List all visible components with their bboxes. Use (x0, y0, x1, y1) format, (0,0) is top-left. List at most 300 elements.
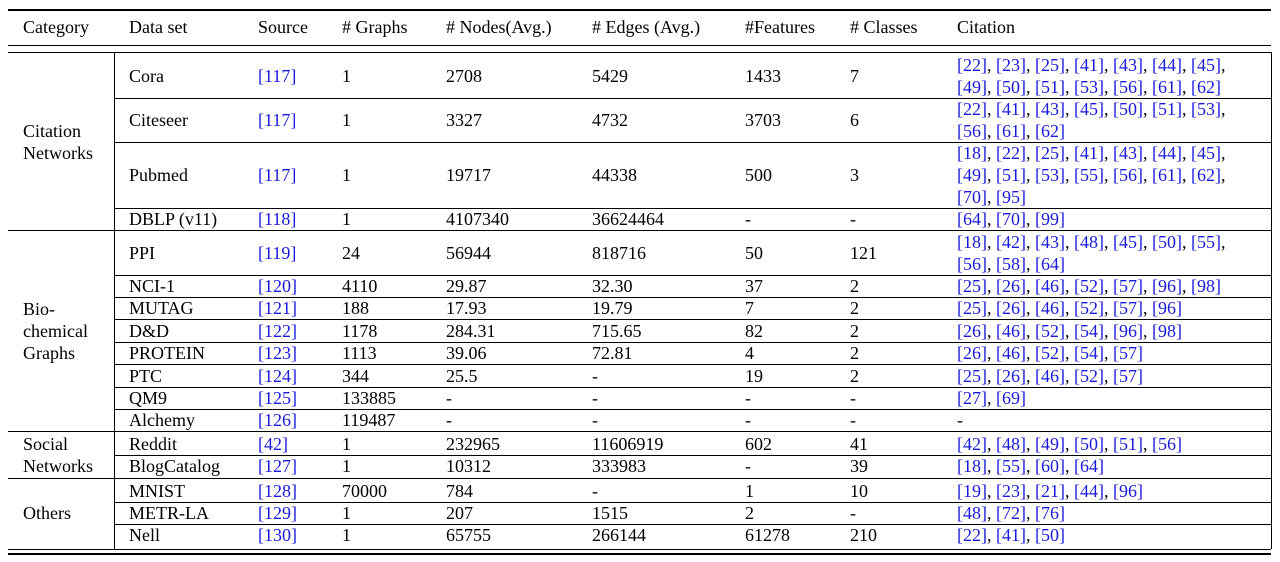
citation-ref[interactable]: 19 (963, 480, 981, 501)
citation-ref[interactable]: 52 (1080, 276, 1098, 296)
citation-separator: , (1143, 55, 1152, 75)
citation-separator: , (987, 456, 996, 476)
citation-separator: , (987, 388, 996, 408)
citation-ref[interactable]: 96 (1158, 298, 1176, 318)
citation-ref[interactable]: 18 (963, 143, 981, 163)
citation-ref[interactable]: 23 (1002, 55, 1020, 75)
citation-bracket: ] (981, 434, 987, 454)
classes-count: 3 (850, 165, 859, 185)
citation-ref[interactable]: 18 (963, 456, 981, 476)
source-ref[interactable] (258, 409, 297, 431)
citation-bracket: ] (1215, 55, 1221, 75)
citation-bracket: [ (1035, 434, 1041, 454)
citation-separator: , (1104, 231, 1113, 252)
citation-separator: , (1026, 165, 1035, 185)
citation-line (957, 320, 1182, 342)
citation-bracket: ] (1020, 365, 1026, 386)
citation-ref[interactable]: 57 (1119, 343, 1137, 363)
citation-ref[interactable]: 43 (1041, 231, 1059, 252)
citation-bracket: ] (1137, 99, 1143, 119)
citation-ref[interactable]: 27 (963, 388, 981, 408)
citation-ref[interactable]: 57 (1119, 276, 1137, 296)
citation-ref[interactable]: 41 (1080, 55, 1098, 75)
citation-bracket: [ (1035, 165, 1041, 185)
citation-ref[interactable]: 64 (963, 209, 981, 229)
citation-ref[interactable]: 61 (1158, 165, 1176, 185)
graphs-count: 70000 (342, 480, 387, 501)
citation-bracket: [ (996, 365, 1002, 386)
citation-bracket: ] (981, 187, 987, 207)
citation-bracket: [ (957, 365, 963, 386)
citation-ref[interactable]: 56 (1119, 77, 1137, 97)
citation-ref[interactable]: 44 (1158, 55, 1176, 75)
citation-bracket: [ (1074, 276, 1080, 296)
citation-separator: , (987, 143, 996, 163)
citation-ref[interactable]: 43 (1041, 99, 1059, 119)
citation-ref[interactable]: 52 (1080, 298, 1098, 318)
citation-ref[interactable]: 46 (1041, 276, 1059, 296)
citation-bracket: [ (1035, 503, 1041, 523)
citation-ref[interactable]: 49 (1041, 434, 1059, 454)
citation-ref[interactable]: 56 (1158, 434, 1176, 454)
category-label: Citation (23, 121, 81, 141)
source-ref[interactable] (258, 387, 297, 409)
citation-separator: , (987, 343, 996, 363)
citation-ref[interactable]: 46 (1041, 298, 1059, 318)
citation-ref[interactable]: 49 (963, 77, 981, 97)
source-bracket: ] (290, 242, 297, 263)
citation-ref[interactable]: 70 (1002, 209, 1020, 229)
citation-line (957, 297, 1182, 319)
citation-bracket: ] (1176, 320, 1182, 341)
citation-bracket: ] (1137, 143, 1143, 163)
citation-separator: , (1143, 143, 1152, 163)
features-count: - (745, 410, 751, 430)
source-ref[interactable] (258, 164, 296, 186)
citation-bracket: [ (957, 231, 963, 252)
citation-bracket: [ (1074, 456, 1080, 476)
citation-bracket: [ (1074, 320, 1080, 341)
source-number[interactable]: 117 (264, 110, 291, 130)
edges-avg: 11606919 (592, 434, 664, 454)
nodes-avg: 17.93 (446, 298, 487, 318)
top-rule (8, 9, 1271, 11)
citation-bracket: ] (1059, 298, 1065, 318)
citation-bracket: ] (1176, 165, 1182, 185)
citation-separator: , (1065, 343, 1074, 363)
citation-bracket: [ (1074, 365, 1080, 386)
citation-bracket: ] (1059, 525, 1065, 545)
citation-ref[interactable]: 64 (1080, 456, 1098, 476)
citation-bracket: [ (1035, 121, 1041, 141)
citation-ref[interactable]: 56 (963, 121, 981, 141)
citation-separator: , (987, 525, 996, 545)
citation-ref[interactable]: 43 (1119, 143, 1137, 163)
citation-bracket: [ (1035, 231, 1041, 252)
citation-bracket: [ (1074, 298, 1080, 318)
citation-bracket: [ (1074, 99, 1080, 119)
citation-ref[interactable]: 70 (963, 187, 981, 207)
citation-ref[interactable]: 51 (1002, 165, 1020, 185)
graphs-count: 1 (342, 165, 351, 185)
graphs-count: 1 (342, 66, 351, 86)
citation-separator: , (987, 99, 996, 119)
source-number[interactable]: 117 (264, 165, 291, 185)
citation-bracket: [ (1035, 320, 1041, 341)
source-ref[interactable] (258, 502, 297, 524)
source-ref[interactable] (258, 275, 297, 297)
source-bracket: ] (282, 434, 288, 454)
citation-separator: , (1026, 343, 1035, 363)
source-bracket: [ (258, 66, 264, 86)
citation-separator: , (1104, 434, 1113, 454)
citation-bracket: ] (1020, 77, 1026, 97)
citation-bracket: [ (957, 209, 963, 229)
citation-ref[interactable]: 56 (963, 253, 981, 274)
citation-bracket: ] (981, 55, 987, 75)
citation-ref[interactable]: 96 (1119, 320, 1137, 341)
dataset-name: MUTAG (129, 298, 194, 318)
citation-ref[interactable]: 26 (1002, 276, 1020, 296)
citation-bracket: [ (1191, 165, 1197, 185)
citation-bracket: ] (1176, 55, 1182, 75)
source-ref[interactable] (258, 524, 297, 546)
citation-ref[interactable]: 41 (1002, 99, 1020, 119)
edges-avg: 19.79 (592, 298, 633, 318)
citation-bracket: ] (1020, 434, 1026, 454)
citation-bracket: ] (1098, 320, 1104, 341)
citation-ref[interactable]: 18 (963, 231, 981, 252)
citation-bracket: ] (1215, 143, 1221, 163)
graphs-count: 4110 (342, 276, 378, 296)
citation-ref[interactable]: 44 (1080, 480, 1098, 501)
citation-ref[interactable]: 21 (1041, 480, 1059, 501)
edges-avg: 266144 (592, 525, 646, 545)
nodes-avg: 10312 (446, 456, 491, 476)
citation-line (957, 480, 1143, 502)
citation-ref[interactable]: 51 (1158, 99, 1176, 119)
citation-separator: , (987, 298, 996, 318)
citation-ref[interactable]: 26 (963, 320, 981, 341)
citation-ref[interactable]: 96 (1158, 276, 1176, 296)
source-number[interactable]: 127 (264, 456, 291, 476)
citation-ref[interactable]: 51 (1119, 434, 1137, 454)
features-count: 37 (745, 276, 763, 296)
citation-ref[interactable]: 54 (1080, 343, 1098, 363)
edges-avg: 818716 (592, 242, 646, 263)
citation-ref[interactable]: 62 (1041, 121, 1059, 141)
source-number[interactable]: 120 (264, 276, 291, 296)
citation-ref[interactable]: 25 (1041, 55, 1059, 75)
citation-ref[interactable]: 52 (1080, 365, 1098, 386)
citation-separator: , (1182, 77, 1191, 97)
source-ref[interactable] (258, 455, 297, 477)
citation-ref[interactable]: 49 (963, 165, 981, 185)
citation-ref[interactable]: 64 (1041, 253, 1059, 274)
citation-bracket: ] (1215, 231, 1221, 252)
citation-bracket: ] (1020, 343, 1026, 363)
edges-avg: 72.81 (592, 343, 633, 363)
header-cell: # Nodes(Avg.) (446, 17, 552, 37)
bottom-rule (8, 549, 1271, 550)
citation-separator: , (1221, 231, 1226, 252)
citation-ref[interactable]: 46 (1002, 320, 1020, 341)
source-number[interactable]: 118 (264, 209, 291, 229)
source-ref[interactable] (258, 342, 297, 364)
citation-separator: , (1143, 434, 1152, 454)
source-number[interactable]: 125 (264, 388, 291, 408)
nodes-avg: 3327 (446, 110, 482, 130)
citation-ref[interactable]: 99 (1041, 209, 1059, 229)
citation-separator: , (987, 231, 996, 252)
nodes-avg: 65755 (446, 525, 491, 545)
source-ref[interactable] (258, 242, 296, 264)
citation-bracket: [ (957, 187, 963, 207)
citation-separator: , (1182, 143, 1191, 163)
edges-avg: 333983 (592, 456, 646, 476)
features-count: - (745, 209, 751, 229)
graphs-count: 344 (342, 365, 369, 386)
citation-ref[interactable]: 22 (1002, 143, 1020, 163)
citation-ref[interactable]: 53 (1041, 165, 1059, 185)
source-ref[interactable] (258, 480, 297, 502)
citation-bracket: [ (996, 503, 1002, 523)
citation-separator: , (1026, 209, 1035, 229)
citation-ref[interactable]: 98 (1197, 276, 1215, 296)
citation-bracket: [ (996, 434, 1002, 454)
source-ref[interactable] (258, 320, 297, 342)
citation-bracket: ] (981, 456, 987, 476)
citation-separator: , (1221, 165, 1226, 185)
classes-count: - (850, 410, 856, 430)
graphs-count: 1 (342, 456, 351, 476)
citation-separator: , (1065, 298, 1074, 318)
citation-ref[interactable]: 54 (1080, 320, 1098, 341)
source-ref[interactable] (258, 65, 296, 87)
citation-ref[interactable]: 96 (1119, 480, 1137, 501)
citation-ref[interactable]: 69 (1002, 388, 1020, 408)
citation-bracket: [ (996, 165, 1002, 185)
citation-separator: , (987, 276, 996, 296)
citation-bracket: [ (957, 121, 963, 141)
citation-separator: , (1065, 55, 1074, 75)
citation-ref[interactable]: 50 (1158, 231, 1176, 252)
header-cell: Category (23, 17, 89, 37)
citation-separator: , (987, 434, 996, 454)
citation-ref[interactable]: 42 (1002, 231, 1020, 252)
citation-ref[interactable]: 25 (1041, 143, 1059, 163)
source-ref[interactable] (258, 433, 288, 455)
citation-ref[interactable]: 23 (1002, 480, 1020, 501)
citation-ref[interactable]: 55 (1002, 456, 1020, 476)
citation-ref[interactable]: 44 (1158, 143, 1176, 163)
citation-bracket: [ (1074, 165, 1080, 185)
citation-ref[interactable]: 48 (1080, 231, 1098, 252)
citation-bracket: ] (1059, 365, 1065, 386)
citation-ref[interactable]: 61 (1002, 121, 1020, 141)
citation-ref[interactable]: 45 (1080, 99, 1098, 119)
edges-avg: - (592, 480, 598, 501)
citation-bracket: [ (1113, 298, 1119, 318)
citation-bracket: [ (1152, 143, 1158, 163)
source-ref[interactable] (258, 297, 297, 319)
citation-separator: , (1143, 165, 1152, 185)
citation-ref[interactable]: 22 (963, 525, 981, 545)
citation-bracket: [ (996, 343, 1002, 363)
citation-ref[interactable]: 61 (1158, 77, 1176, 97)
citation-ref[interactable]: 26 (1002, 298, 1020, 318)
citation-bracket: [ (957, 276, 963, 296)
nodes-avg: 207 (446, 503, 473, 523)
citation-bracket: [ (1152, 231, 1158, 252)
citation-bracket: ] (981, 365, 987, 386)
citation-ref[interactable]: 52 (1041, 343, 1059, 363)
citation-ref[interactable]: 25 (963, 276, 981, 296)
dataset-name: METR-LA (129, 503, 209, 523)
citation-ref[interactable]: 76 (1041, 503, 1059, 523)
source-number[interactable]: 123 (264, 343, 291, 363)
source-number[interactable]: 129 (264, 503, 291, 523)
citation-ref[interactable]: 55 (1197, 231, 1215, 252)
citation-ref[interactable]: 57 (1119, 298, 1137, 318)
citation-line (957, 433, 1182, 455)
citation-ref[interactable]: 51 (1041, 77, 1059, 97)
citation-separator: , (1026, 503, 1035, 523)
citation-separator: , (1104, 99, 1113, 119)
citation-line (957, 231, 1226, 253)
citation-bracket: ] (981, 165, 987, 185)
citation-ref[interactable]: 48 (963, 503, 981, 523)
citation-ref[interactable]: 25 (963, 298, 981, 318)
citation-bracket: [ (1035, 143, 1041, 163)
category-label: Graphs (23, 342, 75, 363)
citation-ref[interactable]: 50 (1119, 99, 1137, 119)
citation-separator: , (1065, 456, 1074, 476)
citation-line (957, 54, 1226, 76)
features-count: 61278 (745, 525, 790, 545)
dataset-name: PTC (129, 365, 163, 386)
citation-ref[interactable]: 45 (1119, 231, 1137, 252)
citation-separator: , (1143, 320, 1152, 341)
citation-line (957, 365, 1143, 387)
source-number[interactable]: 117 (264, 66, 291, 86)
source-number[interactable]: 128 (264, 480, 291, 501)
citation-bracket: [ (1113, 231, 1119, 252)
citation-bracket: [ (957, 525, 963, 545)
citation-ref[interactable]: 50 (1002, 77, 1020, 97)
citation-separator: , (1065, 320, 1074, 341)
source-ref[interactable] (258, 208, 296, 230)
nodes-avg: - (446, 388, 452, 408)
citation-bracket: [ (996, 99, 1002, 119)
citation-separator: , (987, 55, 996, 75)
citation-ref[interactable]: 42 (963, 434, 981, 454)
citation-ref[interactable]: 43 (1119, 55, 1137, 75)
citation-separator: , (1182, 231, 1191, 252)
citation-bracket: ] (1215, 165, 1221, 185)
citation-ref[interactable]: 50 (1080, 434, 1098, 454)
citation-ref[interactable]: 46 (1002, 343, 1020, 363)
citation-ref[interactable]: 50 (1041, 525, 1059, 545)
citation-bracket: ] (1020, 388, 1026, 408)
citation-ref[interactable]: 58 (1002, 253, 1020, 274)
features-count: 1 (745, 480, 754, 501)
citation-ref[interactable]: 22 (963, 99, 981, 119)
graphs-count: 1 (342, 110, 351, 130)
citation-ref[interactable]: 26 (963, 343, 981, 363)
citation-ref[interactable]: 25 (963, 365, 981, 386)
source-bracket: [ (258, 298, 264, 318)
source-number[interactable]: 130 (264, 525, 291, 545)
citation-ref[interactable]: 41 (1002, 525, 1020, 545)
citation-ref[interactable]: 45 (1197, 55, 1215, 75)
category-label: Bio- (23, 298, 56, 319)
citation-bracket: ] (1098, 99, 1104, 119)
citation-ref[interactable]: 98 (1158, 320, 1176, 341)
citation-bracket: ] (981, 209, 987, 229)
citation-bracket: [ (1152, 298, 1158, 318)
citation-bracket: [ (996, 121, 1002, 141)
citation-ref[interactable]: 52 (1041, 320, 1059, 341)
citation-bracket: ] (1059, 209, 1065, 229)
category-label: Social (23, 434, 68, 454)
source-bracket: ] (291, 456, 297, 476)
features-count: 602 (745, 434, 772, 454)
category-label: chemical (23, 320, 88, 341)
citation-ref[interactable]: 95 (1002, 187, 1020, 207)
citation-bracket: [ (1113, 434, 1119, 454)
citation-ref[interactable]: 62 (1197, 165, 1215, 185)
citation-bracket: [ (1074, 143, 1080, 163)
citation-ref[interactable]: 62 (1197, 77, 1215, 97)
source-number[interactable]: 124 (264, 365, 291, 386)
citation-ref[interactable]: 60 (1041, 456, 1059, 476)
source-bracket: ] (291, 480, 297, 501)
citation-ref[interactable]: 46 (1041, 365, 1059, 386)
citation-ref[interactable]: 22 (963, 55, 981, 75)
citation-ref[interactable]: 56 (1119, 165, 1137, 185)
classes-count: 210 (850, 525, 877, 545)
citation-bracket: ] (1059, 77, 1065, 97)
citation-ref[interactable]: 45 (1197, 143, 1215, 163)
source-ref[interactable] (258, 109, 296, 131)
source-ref[interactable] (258, 365, 297, 387)
source-number[interactable]: 121 (264, 298, 291, 318)
source-number[interactable]: 119 (264, 242, 291, 263)
citation-bracket: [ (1035, 365, 1041, 386)
citation-ref[interactable]: 57 (1119, 365, 1137, 386)
citation-ref[interactable]: 26 (1002, 365, 1020, 386)
nodes-avg: 284.31 (446, 320, 496, 341)
citation-ref[interactable]: 72 (1002, 503, 1020, 523)
source-number[interactable]: 126 (264, 410, 291, 430)
citation-ref[interactable]: 41 (1080, 143, 1098, 163)
citation-bracket: ] (1059, 276, 1065, 296)
citation-bracket: [ (996, 253, 1002, 274)
citation-separator: , (1104, 143, 1113, 163)
citation-ref[interactable]: 53 (1080, 77, 1098, 97)
citation-ref[interactable]: 48 (1002, 434, 1020, 454)
column-rule (114, 52, 115, 549)
source-number[interactable]: 42 (264, 434, 282, 454)
source-number[interactable]: 122 (264, 320, 291, 341)
citation-bracket: ] (1176, 77, 1182, 97)
citation-bracket: ] (1020, 480, 1026, 501)
citation-separator: , (1221, 99, 1226, 119)
citation-ref[interactable]: 53 (1197, 99, 1215, 119)
citation-ref[interactable]: 55 (1080, 165, 1098, 185)
source-bracket: ] (291, 298, 297, 318)
